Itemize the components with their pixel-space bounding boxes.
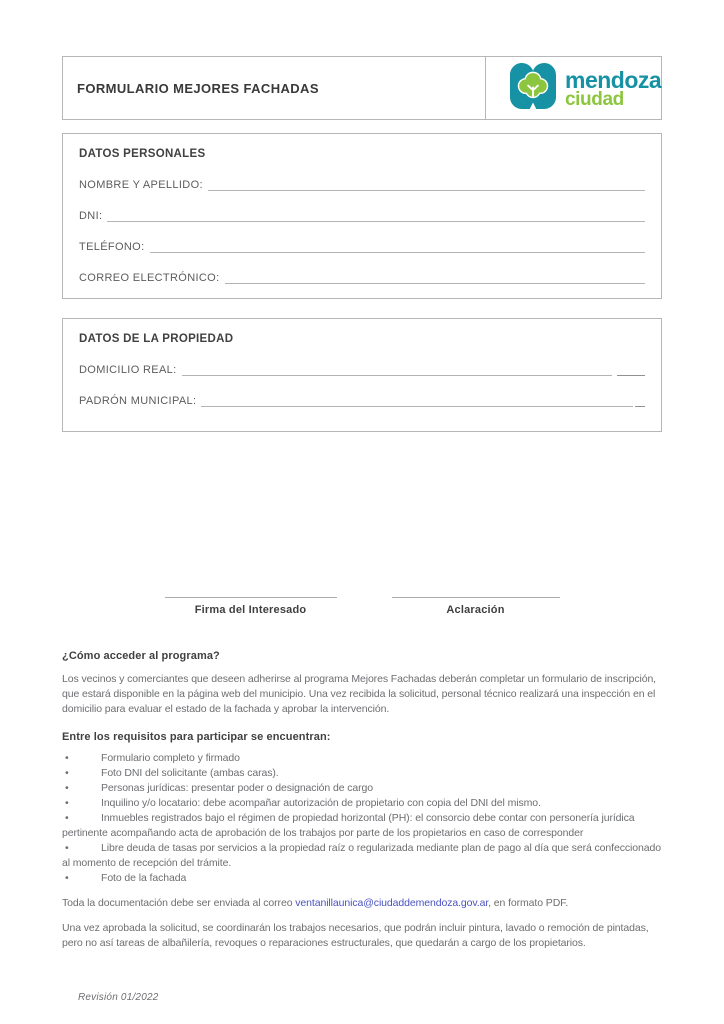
requirement-item: • Inmuebles registrados bajo el régimen de propiedad horizontal (PH): el consorcio debe contar con personería jurídica pertinente acompañando acta de aprobación de los trabajos por parte de los propietarios en caso de corresponder: [62, 812, 635, 839]
section-title: DATOS DE LA PROPIEDAD: [79, 333, 234, 345]
field-label: NOMBRE Y APELLIDO:: [79, 179, 203, 191]
email-text-after: , en formato PDF.: [488, 897, 569, 909]
field-label: TELÉFONO:: [79, 241, 145, 253]
requirement-item: • Inquilino y/o locatario: debe acompañar autorización de propietario con copia del DNI del mismo.: [62, 796, 662, 811]
field-write-line: [150, 241, 646, 253]
bullet-icon: •: [65, 767, 69, 779]
paragraph-envio-documentacion: [62, 896, 662, 911]
logo-area: [485, 57, 661, 119]
field-label: DOMICILIO REAL:: [79, 364, 177, 376]
bullet-icon: •: [65, 752, 69, 764]
form-header: [62, 56, 662, 120]
logo-word-mendoza: mendoza: [565, 66, 662, 93]
field-label: DNI:: [79, 210, 103, 222]
paragraph-como-acceder: Los vecinos y comerciantes que deseen adherirse al programa Mejores Fachadas deberán completar un formulario de inscripción, que estará disponible en la página web del municipio. Una vez recibida la solicitud, personal técnico realizará una inspección en el domicilio para evaluar el estado de la fachada y aprobar la intervención.: [62, 673, 657, 715]
field-label: CORREO ELECTRÓNICO:: [79, 272, 220, 284]
field-dni: [79, 208, 645, 222]
email-text-before: Toda la documentación debe ser enviada al correo: [62, 897, 296, 909]
requirement-item: • Formulario completo y firmado: [62, 751, 662, 766]
logo-wordmark: [565, 66, 662, 110]
field-label: PADRÓN MUNICIPAL:: [79, 395, 197, 407]
paragraph-aprobacion: Una vez aprobada la solicitud, se coordinarán los trabajos necesarios, que podrán incluir pintura, lavado o remoción de pintadas, pero no así tareas de albañilería, revoques o reparaciones estructurales, que quedarán a cargo de los propietarios.: [62, 922, 649, 949]
field-write-line: [201, 395, 633, 407]
field-write-line: [208, 179, 645, 191]
logo-word-ciudad: ciudad: [565, 88, 624, 110]
requirements-list: [62, 751, 662, 886]
field-write-line: [107, 210, 645, 222]
heading-como-acceder: ¿Cómo acceder al programa?: [62, 650, 220, 662]
signature-label: Aclaración: [446, 604, 505, 616]
bullet-icon: •: [65, 812, 69, 824]
bullet-icon: •: [65, 842, 69, 854]
section-title: DATOS PERSONALES: [79, 148, 206, 160]
field-write-line-tail: [617, 364, 645, 376]
field-correo-electronico: [79, 270, 645, 284]
bullet-icon: •: [65, 872, 69, 884]
signature-area: [62, 597, 662, 616]
field-write-line-tail: [635, 395, 645, 407]
bullet-icon: •: [65, 797, 69, 809]
field-write-line: [225, 272, 646, 284]
section-datos-propiedad: [62, 318, 662, 432]
revision-note: Revisión 01/2022: [78, 992, 159, 1003]
signature-block-firma: [165, 597, 337, 616]
field-domicilio-real: [79, 362, 645, 376]
section-datos-personales: [62, 133, 662, 299]
signature-block-aclaracion: [392, 597, 560, 616]
bullet-icon: •: [65, 782, 69, 794]
heading-requisitos: Entre los requisitos para participar se encuentran:: [62, 731, 331, 743]
requirement-item: • Foto DNI del solicitante (ambas caras).: [62, 766, 662, 781]
signature-line: [392, 597, 560, 598]
field-write-line: [182, 364, 612, 376]
requirement-item: • Libre deuda de tasas por servicios a la propiedad raíz o regularizada mediante plan de pago al día que será confeccionado al momento de recepción del trámite.: [62, 842, 661, 869]
mendoza-ciudad-logo-icon: [510, 63, 556, 114]
signature-line: [165, 597, 337, 598]
signature-label: Firma del Interesado: [194, 604, 307, 616]
form-title: FORMULARIO MEJORES FACHADAS: [77, 80, 319, 96]
field-telefono: [79, 239, 645, 253]
email-link[interactable]: ventanillaunica@ciudaddemendoza.gov.ar: [295, 897, 489, 909]
field-padron-municipal: [79, 393, 645, 407]
requirement-item: • Personas jurídicas: presentar poder o designación de cargo: [62, 781, 662, 796]
field-nombre-apellido: [79, 177, 645, 191]
requirement-item: • Foto de la fachada: [62, 871, 662, 886]
